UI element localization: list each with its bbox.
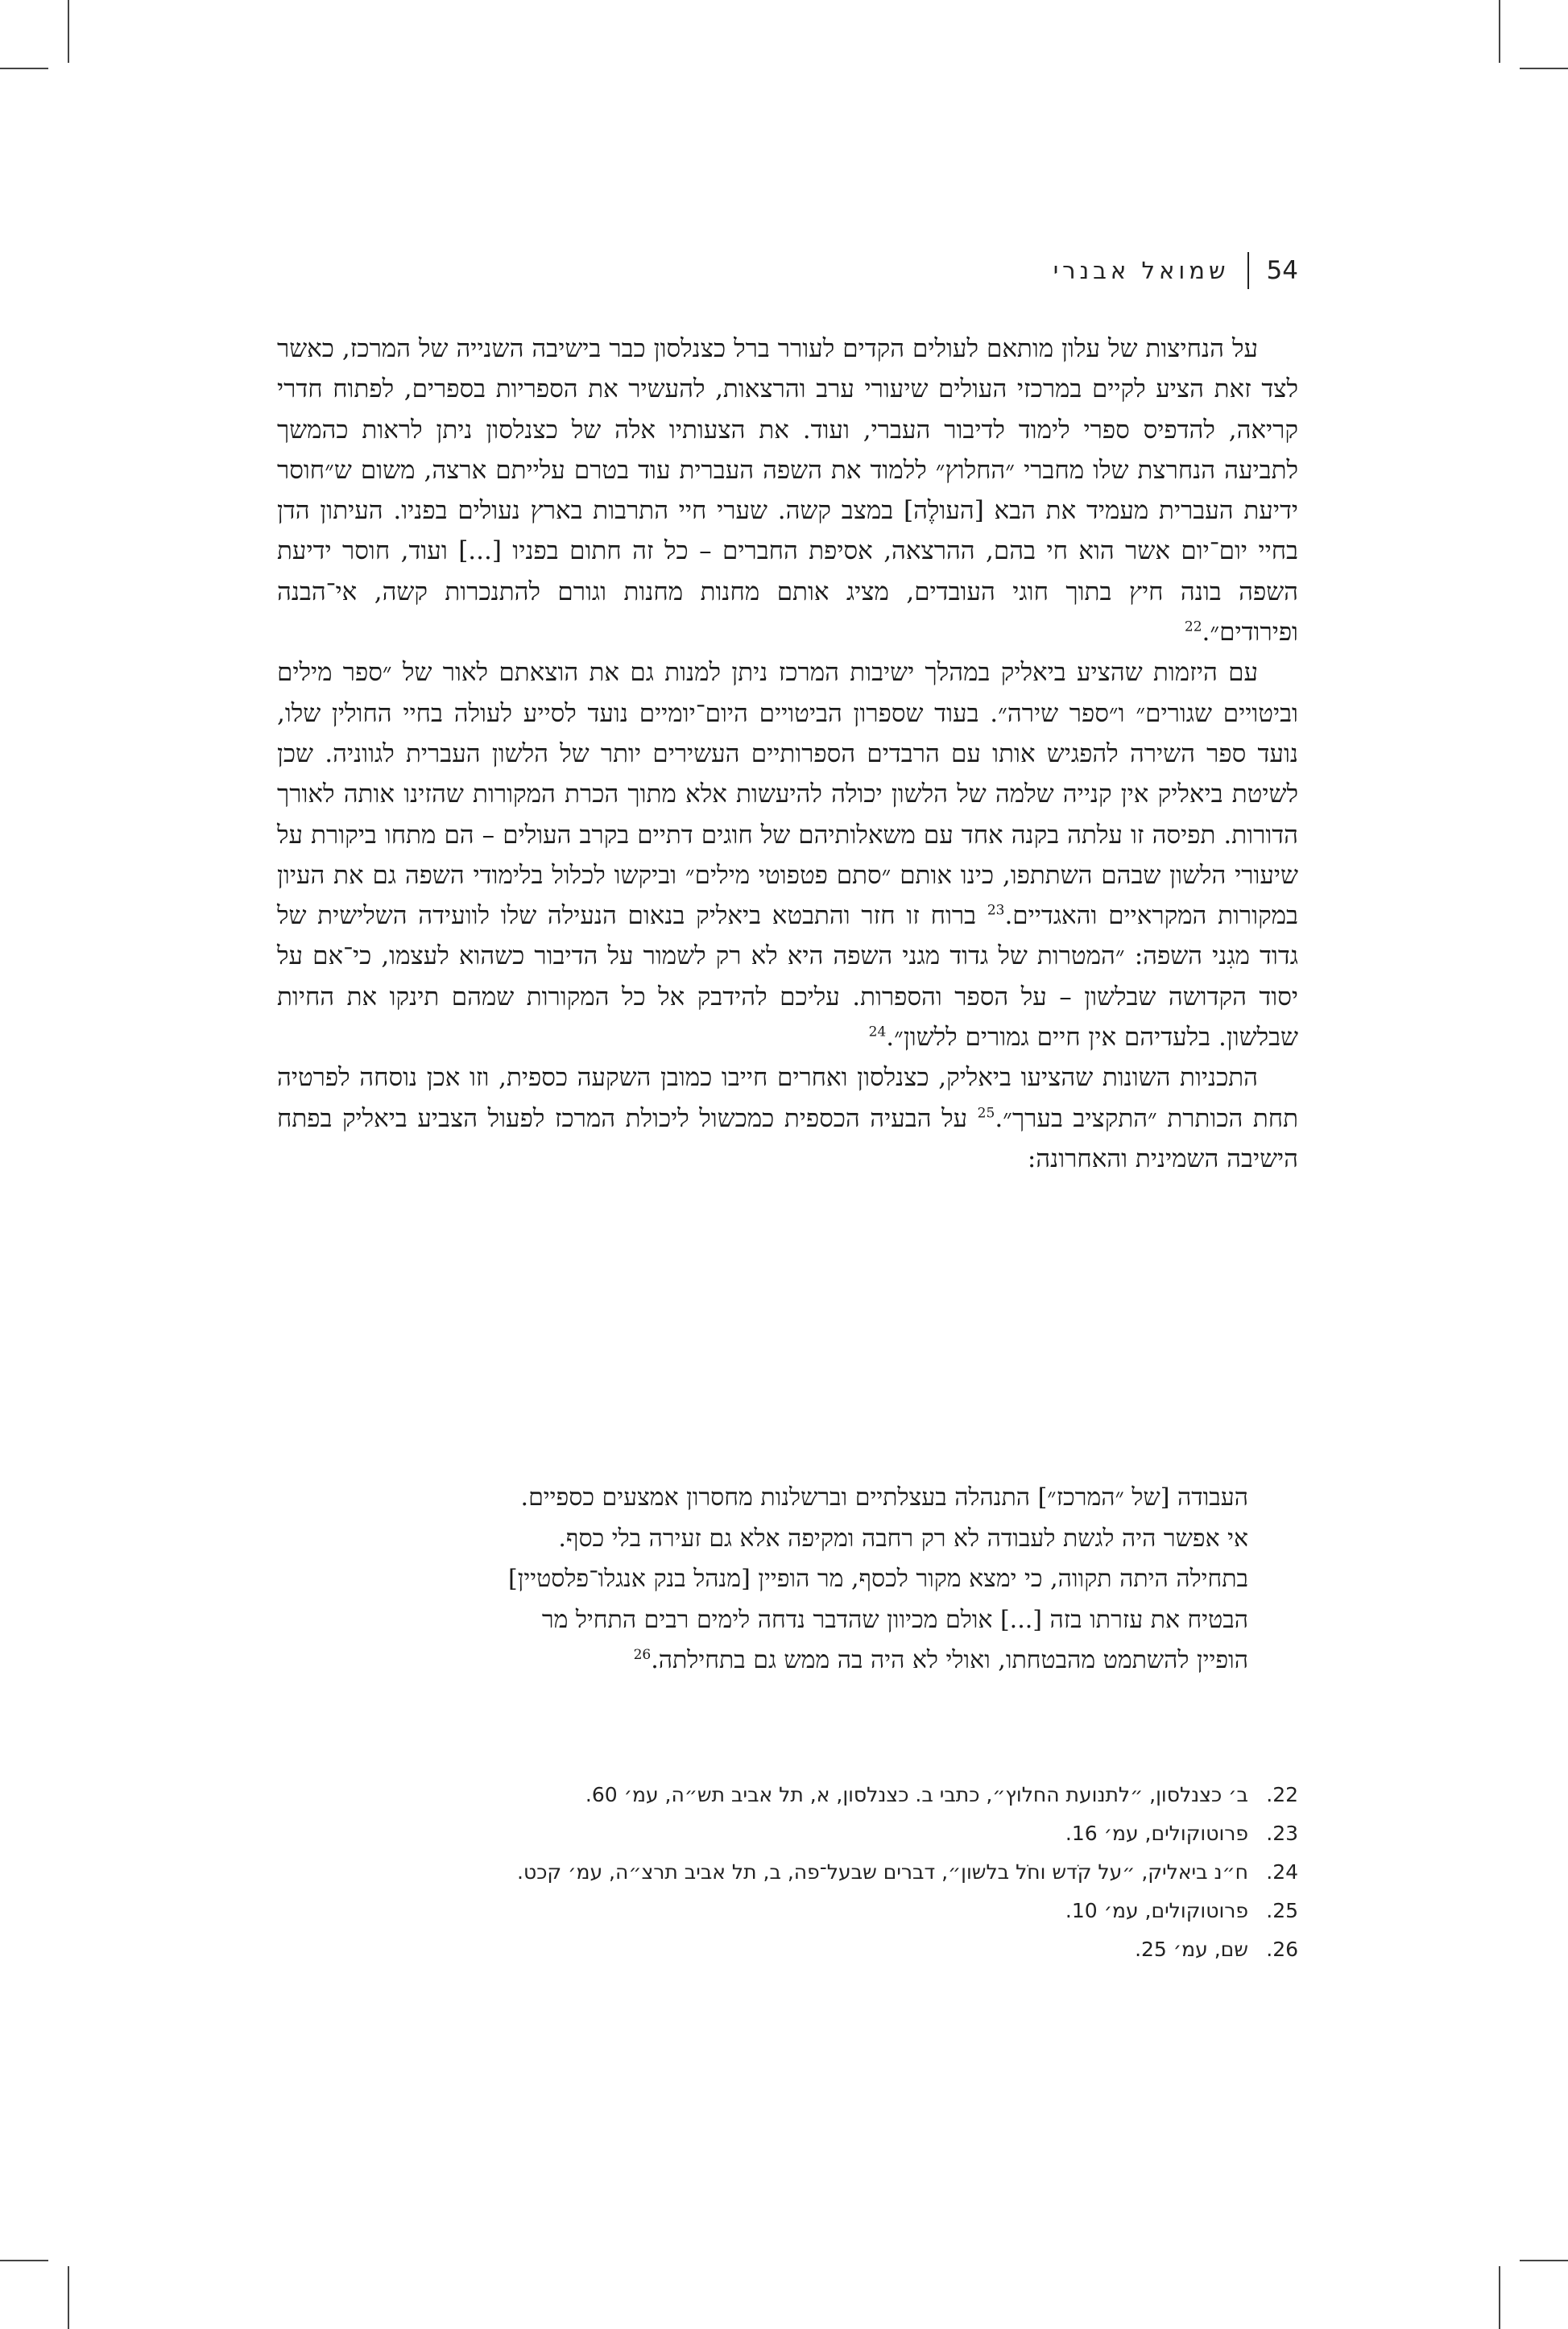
header-separator [1247, 252, 1249, 289]
paragraph-2 [277, 652, 1298, 1057]
crop-mark-top-left-h [0, 68, 48, 69]
footnote-text: ב׳ כצנלסון, ״לתנועת החלוץ״, כתבי ב. כצנלסון, א, תל אביב תש״ה, עמ׳ 60. [585, 1783, 1248, 1806]
paragraph-1-text: על הנחיצות של עלון מותאם לעולים הקדים לעורר ברל כצנלסון כבר בישיבה השנייה של המרכז, כאשר לצד זאת הציע לקיים במרכזי העולים שיעורי ערב והרצאות, להעשיר את הספריות בספרים, לפתוח חדרי קריאה, להדפיס ספרי לימוד לדיבור העברי, ועוד. את הצעותיו אלה של כצנלסון ניתן לראות כהמשך לתביעה הנחרצת שלו מחברי ״החלוץ״ ללמוד את השפה העברית עוד בטרם עלייתם ארצה, משום ש״חוסר ידיעת העברית מעמיד את הבא [העולֶה] במצב קשה. שערי חיי התרבות בארץ נעולים בפניו. העיתון הדן בחיי יום־יום אשר הוא חי בהם, ההרצאה, אסיפת החברים – כל זה חתום בפניו [...] ועוד, חוסר ידיעת השפה בונה חיץ בתוך חוגי העובדים, מציג אותם מחנות מחנות וגורם להתנכרות קשה, אי־הבנה ופירודים״. [277, 334, 1298, 647]
footnote-25 [322, 1892, 1298, 1930]
paragraph-2-text-continued: ברוח זו חזר והתבטא ביאליק בנאום הנעילה שלו לוועידה השלישית של גדוד מגִני השפה: ״המטרות של גדוד מגני השפה היא לא רק לשמור על הדיבור כשהוא לעצמו, כי־אם על יסוד הקדושה שבלשון – על הספר והספרות. עליכם להידבק אל כל המקורות שמהם תינקו את החיות שבלשון. בלעדיהם אין חיים גמורים ללשון״. [277, 901, 1298, 1053]
paragraph-2-text: עם היזמות שהציע ביאליק במהלך ישיבות המרכז ניתן למנות גם את הוצאתם לאור של ״ספר מילים וביטויים שגורים״ ו״ספר שירה״. בעוד שספרון הביטויים היום־יומיים נועד לסייע לעולה בחיי החולין שלו, נועד ספר השירה להפגיש אותו עם הרבדים הספרותיים העשירים יותר של הלשון העברית לגווניה. שכן לשיטת ביאליק אין קנייה שלמה של הלשון יכולה להיעשות אלא מתוך הכרת המקורות שהזינו אותה לאורך הדורות. תפיסה זו עלתה בקנה אחד עם משאלותיהם של חוגים דתיים בקרב העולים – הם מתחו ביקורת על שיעורי הלשון שבהם השתתפו, כינו אותם ״סתם פטפוטי מילים״ וביקשו לכלול בלימודי השפה גם את העיון במקורות המקראיים והאגדיים. [277, 658, 1298, 931]
paragraph-3-text: התכניות השונות שהציעו ביאליק, כצנלסון ואחרים חייבו כמובן השקעה כספית, וזו אכן נוסחה לפרטיה תחת הכותרת ״התקציב בערך״. [277, 1063, 1299, 1133]
running-header [992, 251, 1298, 290]
footnote-text: שם, עמ׳ 25. [1135, 1938, 1248, 1961]
footnote-ref-22[interactable]: 22 [1184, 618, 1202, 635]
footnote-number: 23. [1266, 1822, 1298, 1845]
paragraph-3 [277, 1057, 1298, 1179]
body-text [277, 329, 1298, 1179]
page-number: 54 [1266, 256, 1298, 285]
crop-mark-top-left [68, 0, 69, 63]
footnote-number: 24. [1266, 1860, 1298, 1884]
block-quote [322, 1478, 1248, 1682]
footnotes [322, 1776, 1298, 1969]
crop-mark-bottom-right [1499, 2266, 1500, 2329]
footnote-text: ח״נ ביאליק, ״על קֹדש וחֹל בלשון״, דברים שבעל־פה, ב, תל אביב תרצ״ה, עמ׳ קכט. [517, 1860, 1248, 1884]
quote-line-2: אי אפשר היה לגשת לעבודה לא רק רחבה ומקיפה אלא גם זעירה בלי כסף. [558, 1524, 1248, 1553]
quote-line-4: הבטיח את עזרתו בזה [...] אולם מכיוון שהדבר נדחה לימים רבים התחיל מר [541, 1605, 1248, 1634]
footnote-24 [322, 1853, 1298, 1892]
footnote-number: 26. [1266, 1938, 1298, 1961]
footnote-ref-24[interactable]: 24 [868, 1024, 887, 1040]
quote-line-5 [322, 1640, 1248, 1682]
paragraph-1 [277, 329, 1298, 652]
crop-mark-bottom-left [68, 2266, 69, 2329]
crop-mark-top-right-h [1520, 68, 1568, 69]
footnote-23 [322, 1814, 1298, 1853]
footnote-number: 22. [1266, 1783, 1298, 1806]
quote-line-5-text: הופיין להשתמט מהבטחתו, ואולי לא היה בה ממש גם בתחילתה. [651, 1646, 1248, 1674]
footnote-number: 25. [1266, 1899, 1298, 1922]
crop-mark-bottom-left-h [0, 2260, 48, 2261]
footnote-ref-26[interactable]: 26 [633, 1647, 652, 1663]
footnote-22 [322, 1776, 1298, 1814]
crop-mark-bottom-right-h [1520, 2260, 1568, 2261]
footnote-26 [322, 1930, 1298, 1969]
footnote-ref-25[interactable]: 25 [977, 1105, 995, 1122]
quote-line-1: העבודה [של ״המרכז״] התנהלה בעצלתיים וברשלנות מחסרון אמצעים כספיים. [520, 1483, 1248, 1512]
crop-mark-top-right [1499, 0, 1500, 63]
footnote-text: פרוטוקולים, עמ׳ 10. [1065, 1899, 1248, 1922]
running-header-author: שמואל אבנרי [1053, 257, 1230, 284]
footnote-text: פרוטוקולים, עמ׳ 16. [1065, 1822, 1248, 1845]
paragraph-3-text-continued: על הבעיה הכספית כמכשול ליכולת המרכז לפעול הצביע ביאליק בפתח הישיבה השמינית והאחרונה: [277, 1103, 1298, 1173]
footnote-ref-23[interactable]: 23 [987, 902, 1005, 919]
quote-line-3: בתחילה היתה תקווה, כי ימצא מקור לכסף, מר הופיין [מנהל בנק אנגלו־פלסטיין] [508, 1565, 1248, 1593]
